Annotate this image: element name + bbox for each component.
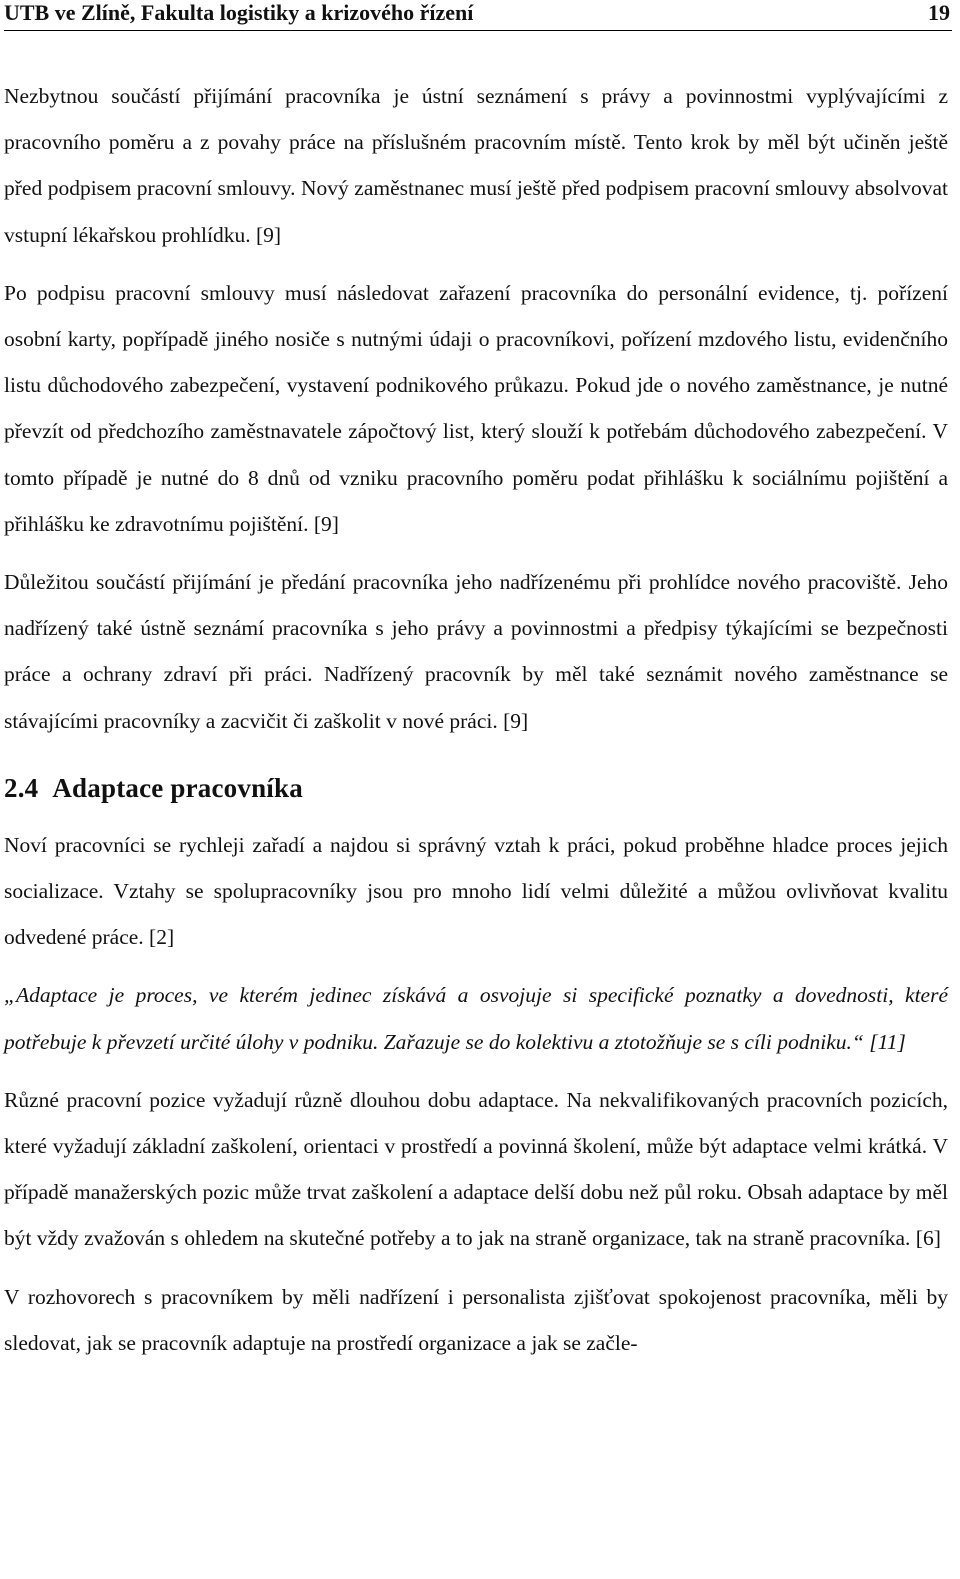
page-content	[4, 73, 948, 1378]
paragraph-supervisor-handover: Důležitou součástí přijímání je předání pracovníka jeho nadřízenému při prohlídce nového pracoviště. Jeho nadřízený také ústně seznámí pracovníka s jeho právy a povinnostmi a předpisy týkajícími se bezpečnosti práce a ochrany zdraví při práci. Nadřízený pracovník by měl také seznámit nového zaměstnance se stávajícími pracovníky a zacvičit či zaškolit v nové práci. [9]	[4, 570, 948, 733]
paragraph-interviews: V rozhovorech s pracovníkem by měli nadřízení i personalista zjišťovat spokojenost pracovníka, měli by sledovat, jak se pracovník adaptuje na prostředí organizace a jak se začle-	[4, 1284, 948, 1355]
paragraph-onboarding-rights: Nezbytnou součástí přijímání pracovníka je ústní seznámení s právy a povinnostmi vyplývajícími z pracovního poměru a z povahy práce na příslušném pracovním místě. Tento krok by měl být učiněn ještě před podpisem pracovní smlouvy. Nový zaměstnanec musí ještě před podpisem pracovní smlouvy absolvovat vstupní lékařskou prohlídku. [9]	[4, 84, 948, 247]
quote-adaptation-definition: „Adaptace je proces, ve kterém jedinec získává a osvojuje si specifické poznatky a dovednosti, které potřebuje k převzetí určité úlohy v podniku. Zařazuje se do kolektivu a ztotožňuje se s cíli podniku.“ [11]	[4, 983, 948, 1054]
paragraph-socialization: Noví pracovníci se rychleji zařadí a najdou si správný vztah k práci, pokud proběhne hladce proces jejich socializace. Vztahy se spolupracovníky jsou pro mnoho lidí velmi důležité a můžou ovlivňovat kvalitu odvedené práce. [2]	[4, 832, 948, 950]
section-title: Adaptace pracovníka	[52, 772, 303, 803]
paragraph-personnel-records: Po podpisu pracovní smlouvy musí následovat zařazení pracovníka do personální evidence, tj. pořízení osobní karty, popřípadě jiného nosiče s nutnými údaji o pracovníkovi, pořízení mzdového listu, evidenčního listu důchodového zabezpečení, vystavení podnikového průkazu. Pokud jde o nového zaměstnance, je nutné převzít od předchozího zaměstnavatele zápočtový list, který slouží k potřebám důchodového zabezpečení. V tomto případě je nutné do 8 dnů od vzniku pracovního poměru podat přihlášku k sociálnímu pojištění a přihlášku ke zdravotnímu pojištění. [9]	[4, 280, 948, 536]
section-heading	[4, 768, 948, 808]
header-title: UTB ve Zlíně, Fakulta logistiky a krizového řízení	[4, 0, 474, 25]
section-number: 2.4	[4, 772, 39, 803]
paragraph-adaptation-duration: Různé pracovní pozice vyžadují různě dlouhou dobu adaptace. Na nekvalifikovaných pracovních pozicích, které vyžadují základní zaškolení, orientaci v prostředí a povinná školení, může být adaptace velmi krátká. V případě manažerských pozic může trvat zaškolení a adaptace delší dobu než půl roku. Obsah adaptace by měl být vždy zvažován s ohledem na skutečné potřeby a to jak na straně organizace, tak na straně pracovníka. [6]	[4, 1087, 948, 1251]
page-number: 19	[928, 0, 950, 25]
page-header	[4, 0, 952, 31]
